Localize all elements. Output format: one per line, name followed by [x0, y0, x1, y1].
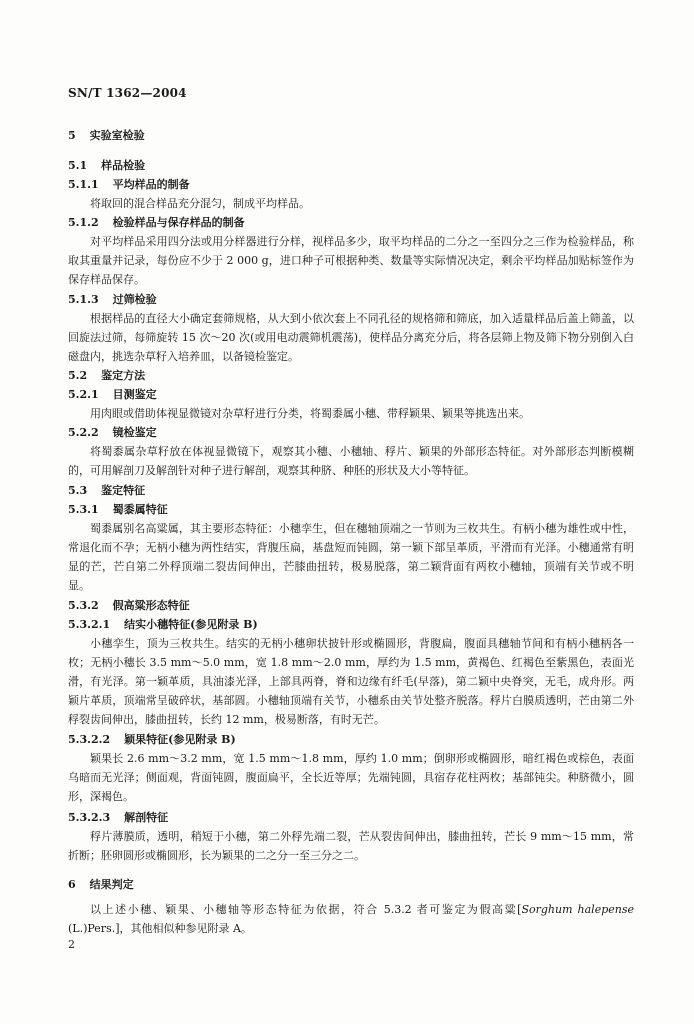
paragraph-5-3-2-2: 颖果长 2.6 mm～3.2 mm，宽 1.5 mm～1.8 mm，厚约 1.0 mm；倒卵形或椭圆形，暗红褐色或棕色，表面乌暗而无光泽；侧面观，背面钝圆，腹面扁平，全长近等厚；先端钝圆，具宿存花柱两枚；基部钝尖。种脐微小，圆形，深褐色。 — [68, 752, 634, 803]
heading-title: 样品检验 — [101, 159, 146, 172]
heading-5-2 — [68, 366, 634, 385]
paragraph-5-3-1: 蜀黍属别名高粱属，其主要形态特征：小穗孪生，但在穗轴顶端之一节则为三枚共生。有柄小穗为雄性或中性，常退化而不孕；无柄小穗为两性结实，背腹压扁，基盘短而钝圆，第一颖下部呈革质，平滑而有光泽。小穗通常有明显的芒，芒自第二外稃顶端二裂齿间伸出，芒膝曲扭转，极易脱落，第二颖背面有两枚小穗轴，顶端有关节或不明显。 — [68, 522, 634, 592]
paragraph-5-1-2: 对平均样品采用四分法或用分样器进行分样，视样品多少，取平均样品的二分之一至四分之三作为检验样品，称取其重量并记录，每份应不少于 2 000 g，进口种子可根据种类、数量等实际情况决定，剩余平均样品加贴标签作为保存样品保存。 — [68, 235, 634, 286]
heading-5-2-2 — [68, 423, 634, 442]
heading-5-3 — [68, 481, 634, 500]
heading-title: 假高粱形态特征 — [112, 599, 190, 612]
heading-number: 5.3.2 — [68, 599, 99, 612]
paragraph-5-2-2: 将蜀黍属杂草籽放在体视显微镜下，观察其小穗、小穗轴、稃片、颖果的外部形态特征。对外部形态判断模糊的，可用解剖刀及解剖针对种子进行解剖，观察其种脐、种胚的形状及大小等特征。 — [68, 445, 634, 477]
heading-number: 5.3 — [68, 484, 88, 497]
standard-code: SN/T 1362—2004 — [68, 86, 187, 100]
heading-number: 5.2 — [68, 369, 88, 382]
heading-number: 5.3.2.1 — [68, 618, 111, 631]
heading-title: 过筛检验 — [112, 293, 157, 306]
heading-number: 5 — [68, 129, 76, 142]
heading-5-3-2-2 — [68, 730, 634, 749]
heading-5-1-3 — [68, 290, 634, 309]
page-number: 2 — [68, 938, 75, 951]
heading-title: 目测鉴定 — [112, 388, 157, 401]
heading-5-2-1 — [68, 385, 634, 404]
heading-title: 鉴定方法 — [101, 369, 146, 382]
paragraph-5-3-2-1: 小穗孪生，顶为三枚共生。结实的无柄小穗卵状披针形或椭圆形，背腹扁，腹面具穗轴节间和有柄小穗柄各一枚；无柄小穗长 3.5 mm～5.0 mm，宽 1.8 mm～2.0 mm，厚约为 1.5 mm，黄褐色、红褐色至紫黑色，表面光滑，有光泽。第一颖革质，具油漆光泽，上部具两脊，脊和边缘有纤毛(早落)，第二颖中央脊突，无毛，成舟形。两颖片革质，顶端常呈破碎状，基部圆。小穗轴顶端有关节，小穗系由关节处整齐脱落。稃片白膜质透明，芒由第二外稃裂齿间伸出，膝曲扭转，长约 12 mm，极易断落，有时无芒。 — [68, 637, 634, 726]
heading-number: 5.1.2 — [68, 216, 99, 229]
result-text-end: (L.)Pers.]，其他相似种参见附录 A。 — [68, 922, 252, 935]
heading-number: 5.2.2 — [68, 426, 99, 439]
heading-5-3-1 — [68, 500, 634, 519]
paragraph-6 — [68, 900, 634, 938]
heading-title: 解剖特征 — [124, 811, 169, 824]
paragraph-5-1-1: 将取回的混合样品充分混匀，制成平均样品。 — [90, 197, 310, 210]
heading-number: 5.3.1 — [68, 503, 99, 516]
paragraph-5-3-2-3: 稃片薄膜质，透明，稍短于小穗，第二外稃先端二裂，芒从裂齿间伸出，膝曲扭转，芒长 9 mm～15 mm，常折断；胚卵圆形或椭圆形，长为颖果的二之分一至三分之二。 — [68, 830, 634, 862]
heading-title: 结果判定 — [89, 878, 134, 891]
heading-number: 5.3.2.3 — [68, 811, 111, 824]
heading-number: 5.2.1 — [68, 388, 99, 401]
heading-number: 5.1.3 — [68, 293, 99, 306]
heading-5-3-2-1 — [68, 615, 634, 634]
heading-title: 镜检鉴定 — [112, 426, 157, 439]
heading-title: 检验样品与保存样品的制备 — [112, 216, 245, 229]
heading-title: 平均样品的制备 — [112, 178, 190, 191]
heading-5-1-2 — [68, 213, 634, 232]
heading-number: 6 — [68, 878, 76, 891]
heading-title: 结实小穗特征(参见附录 B) — [124, 618, 258, 631]
heading-title: 实验室检验 — [89, 129, 145, 142]
paragraph-5-2-1: 用肉眼或借助体视显微镜对杂草籽进行分类，将蜀黍属小穗、带稃颖果、颖果等挑选出来。 — [90, 407, 530, 420]
heading-title: 颖果特征(参见附录 B) — [124, 733, 236, 746]
heading-title: 鉴定特征 — [101, 484, 146, 497]
heading-5-1-1 — [68, 175, 634, 194]
heading-5-3-2 — [68, 596, 634, 615]
heading-5 — [68, 126, 634, 145]
heading-number: 5.3.2.2 — [68, 733, 111, 746]
heading-5-1 — [68, 156, 634, 175]
latin-species-name: Sorghum halepense — [521, 903, 635, 916]
heading-5-3-2-3 — [68, 808, 634, 827]
heading-6 — [68, 875, 634, 894]
heading-title: 蜀黍属特征 — [112, 503, 168, 516]
paragraph-5-1-3: 根据样品的直径大小确定套筛规格，从大到小依次套上不同孔径的规格筛和筛底，加入适量样品后盖上筛盖，以回旋法过筛，每筛旋转 15 次～20 次(或用电动震筛机震荡)，使样品分离充分后，将各层筛上物及筛下物分别倒入白磁盘内，挑选杂草籽入培养皿，以备镜检鉴定。 — [68, 312, 634, 363]
heading-number: 5.1 — [68, 159, 88, 172]
result-text-start: 以上述小穗、颖果、小穗轴等形态特征为依据，符合 5.3.2 者可鉴定为假高粱[ — [90, 903, 522, 916]
heading-number: 5.1.1 — [68, 178, 99, 191]
